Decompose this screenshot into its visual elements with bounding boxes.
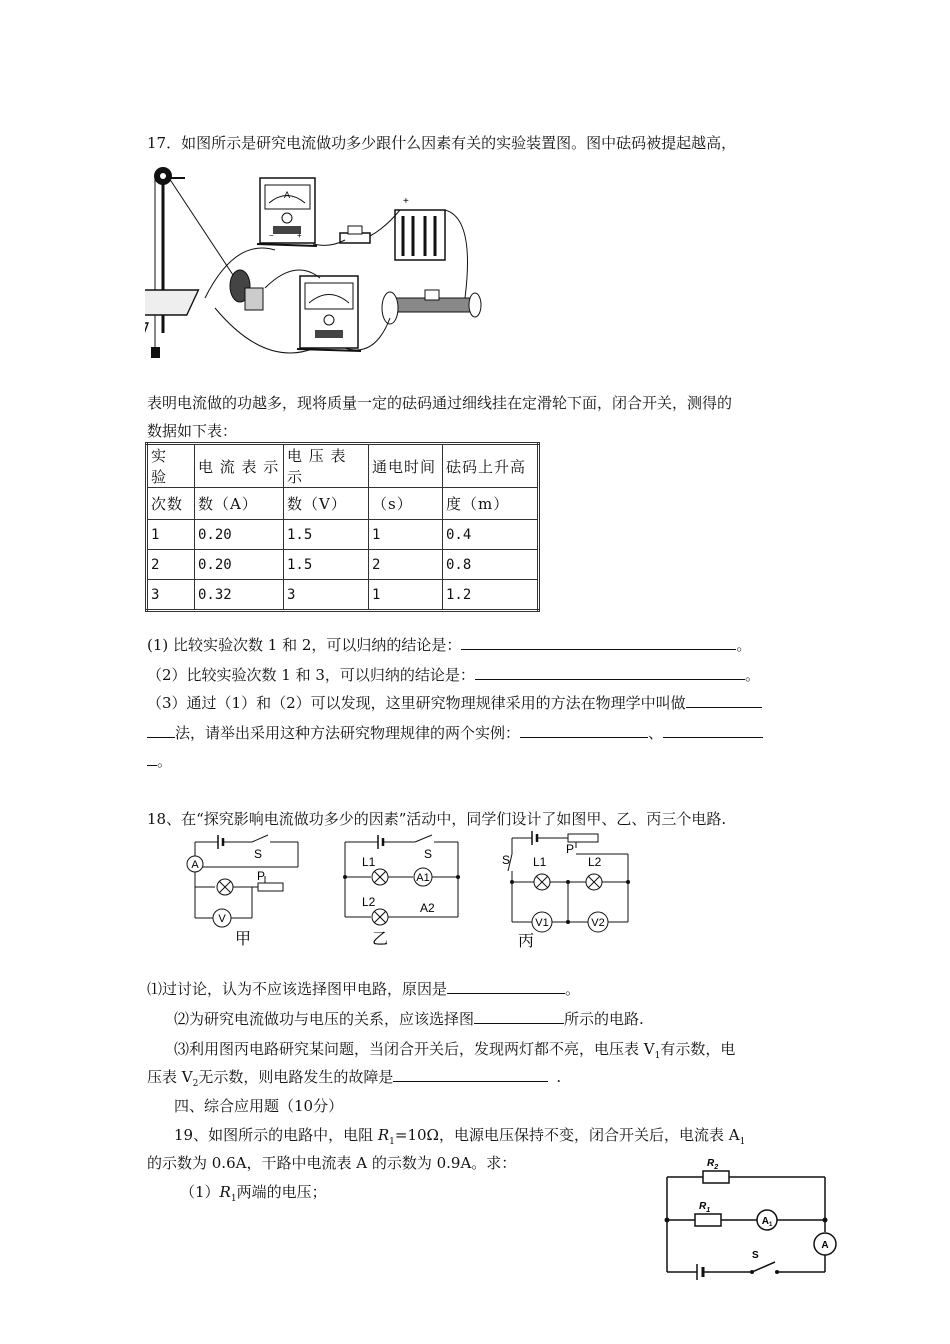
q19-line2: 的示数为 0.6A，干路中电流表 A 的示数为 0.9A。求：	[147, 1154, 517, 1172]
battery-plus-label: +	[403, 196, 409, 207]
caption-bing: 丙	[518, 933, 535, 950]
q18-sub3-text-b: 有示数，电	[660, 1040, 736, 1058]
subscript: 1	[739, 1137, 746, 1147]
label-s: S	[254, 847, 263, 861]
period: 。	[157, 752, 173, 770]
answer-blank-18-3[interactable]	[393, 1080, 548, 1082]
table-cell: 1.2	[443, 580, 539, 611]
table-cell: 0.20	[195, 550, 284, 580]
table-cell: 0.32	[195, 580, 284, 611]
table-cell: 1	[369, 520, 443, 550]
caption-yi: 乙	[372, 931, 389, 948]
label-p: P	[566, 842, 575, 856]
q18-sub2-text-b: 所示的电路.	[564, 1010, 644, 1028]
q18-sub3-line1	[174, 1038, 735, 1061]
header-cell: 次数	[147, 488, 195, 520]
answer-blank-17-3a[interactable]	[686, 706, 762, 708]
caption-jia: 甲	[235, 931, 252, 948]
table-cell: 3	[284, 580, 369, 611]
label-a1: A1	[416, 872, 430, 884]
q19-line1	[174, 1124, 745, 1147]
subscript: 2	[192, 1079, 199, 1089]
q17-data-table	[145, 442, 540, 612]
label-v1: V1	[535, 917, 549, 929]
label-l1: L1	[362, 855, 376, 869]
header-cell: 电 流 表 示	[195, 444, 284, 488]
table-row	[147, 580, 539, 611]
q19-sub1	[180, 1181, 327, 1204]
answer-blank-17-3b[interactable]	[520, 736, 648, 738]
header-cell: 数（A）	[195, 488, 284, 520]
header-cell: 砝码上升高	[443, 444, 539, 488]
q19-circuit-figure	[655, 1152, 840, 1282]
label-s: S	[502, 853, 511, 867]
q18-sub1-text: ⑴过讨论，认为不应该选择图甲电路，原因是	[147, 980, 448, 998]
answer-blank-17-1[interactable]	[461, 648, 736, 650]
period: 。	[744, 666, 760, 684]
q17-sub3-line1	[147, 692, 762, 713]
label-a: A	[191, 859, 199, 871]
label-p: P	[257, 869, 266, 883]
ammeter-minus-label: −	[269, 231, 274, 240]
answer-blank-18-1[interactable]	[447, 992, 565, 994]
answer-blank-17-3c-cont[interactable]	[147, 764, 157, 766]
q18-sub1	[147, 978, 580, 999]
label-a: A	[821, 1240, 829, 1251]
q18-sub2-text-a: ⑵为研究电流做功与电压的关系，应该选择图	[174, 1010, 475, 1028]
label-a1: $A_1$	[761, 1216, 773, 1228]
table-cell: 1	[369, 580, 443, 611]
q18-sub3-text-d: 无示数，则电路发生的故障是	[198, 1068, 394, 1086]
q17-sub3-text-b: 法，请举出采用这种方法研究物理规律的两个实例：	[175, 724, 521, 742]
answer-blank-18-2[interactable]	[474, 1022, 564, 1024]
header-cell: 电 压 表 示	[284, 444, 369, 488]
end-dot: .	[556, 1068, 562, 1086]
label-s: S	[752, 1250, 759, 1261]
q17-line2: 表明电流做的功越多，现将质量一定的砝码通过细线挂在定滑轮下面，闭合开关，测得的	[147, 394, 733, 412]
q17-apparatus-figure	[145, 158, 485, 368]
table-cell: 2	[147, 550, 195, 580]
q17-sub2-text: （2）比较实验次数 1 和 3，可以归纳的结论是：	[147, 666, 475, 684]
table-cell: 2	[369, 550, 443, 580]
circuit-bing-figure	[500, 826, 635, 950]
subscript: 1	[654, 1051, 661, 1061]
ammeter-plus-label: +	[297, 231, 302, 240]
q18-sub2	[174, 1008, 644, 1029]
label-r2: $R_2$	[707, 1158, 719, 1171]
q17-line1: 17．如图所示是研究电流做功多少跟什么因素有关的实验装置图。图中砝码被提起越高，	[147, 134, 737, 152]
q18-sub3-text-a: ⑶利用图丙电路研究某问题，当闭合开关后，发现两灯都不亮，电压表 V	[174, 1040, 655, 1058]
header-cell: 通电时间	[369, 444, 443, 488]
period: 。	[736, 636, 752, 654]
label-l2: L2	[362, 895, 376, 909]
q17-line3: 数据如下表：	[147, 422, 238, 440]
label-l1: L1	[533, 855, 547, 869]
q17-sub1-text: (1) 比较实验次数 1 和 2，可以归纳的结论是：	[147, 636, 462, 654]
subscript: 1	[389, 1137, 395, 1147]
period: 。	[565, 980, 581, 998]
label-l2: L2	[588, 855, 602, 869]
answer-blank-17-3a-cont[interactable]	[147, 736, 175, 738]
symbol-r: R	[377, 1126, 390, 1144]
subscript: 1	[230, 1194, 237, 1204]
label-a2: A2	[420, 901, 435, 915]
header-cell: 实 验	[147, 444, 195, 488]
table-header-row-2	[147, 488, 539, 520]
circuit-yi-figure	[340, 832, 465, 950]
q19-sub1-num: （1）	[180, 1183, 220, 1201]
label-v: V	[218, 913, 226, 925]
section-title: 四、综合应用题（10分）	[174, 1097, 344, 1115]
table-cell: 1.5	[284, 550, 369, 580]
q17-sub3-line2	[147, 722, 763, 743]
table-cell: 3	[147, 580, 195, 611]
q18-intro: 18、在“探究影响电流做功多少的因素”活动中，同学们设计了如图甲、乙、丙三个电路.	[147, 810, 727, 828]
table-cell: 0.20	[195, 520, 284, 550]
header-cell: （s）	[369, 488, 443, 520]
table-cell: 1	[147, 520, 195, 550]
table-cell: 1.5	[284, 520, 369, 550]
q17-sub3-line3	[147, 750, 172, 771]
symbol-r: R	[219, 1183, 231, 1201]
q18-sub3-line2	[147, 1066, 561, 1089]
separator: 、	[648, 724, 664, 742]
q17-sub2	[147, 664, 760, 685]
q19-text-a: 19、如图所示的电路中，电阻	[174, 1126, 378, 1144]
table-row	[147, 520, 539, 550]
header-cell: 度（m）	[443, 488, 539, 520]
table-row	[147, 550, 539, 580]
label-v2: V2	[591, 917, 605, 929]
q19-text-b: =10Ω，电源电压保持不变，闭合开关后，电流表 A	[394, 1126, 740, 1144]
circuit-jia-figure	[180, 832, 305, 950]
table-header-row-1	[147, 444, 539, 488]
table-cell: 0.4	[443, 520, 539, 550]
label-s: S	[424, 847, 433, 861]
q17-sub3-text-a: （3）通过（1）和（2）可以发现，这里研究物理规律采用的方法在物理学中叫做	[147, 694, 686, 712]
q18-sub3-text-c: 压表 V	[147, 1068, 193, 1086]
answer-blank-17-3c[interactable]	[663, 736, 763, 738]
q17-sub1	[147, 634, 751, 655]
ammeter-a-label: A	[283, 190, 291, 200]
answer-blank-17-2[interactable]	[475, 678, 745, 680]
q19-sub1-text: 两端的电压；	[236, 1183, 327, 1201]
label-r1: $R_1$	[699, 1201, 711, 1214]
header-cell: 数（V）	[284, 488, 369, 520]
table-cell: 0.8	[443, 550, 539, 580]
